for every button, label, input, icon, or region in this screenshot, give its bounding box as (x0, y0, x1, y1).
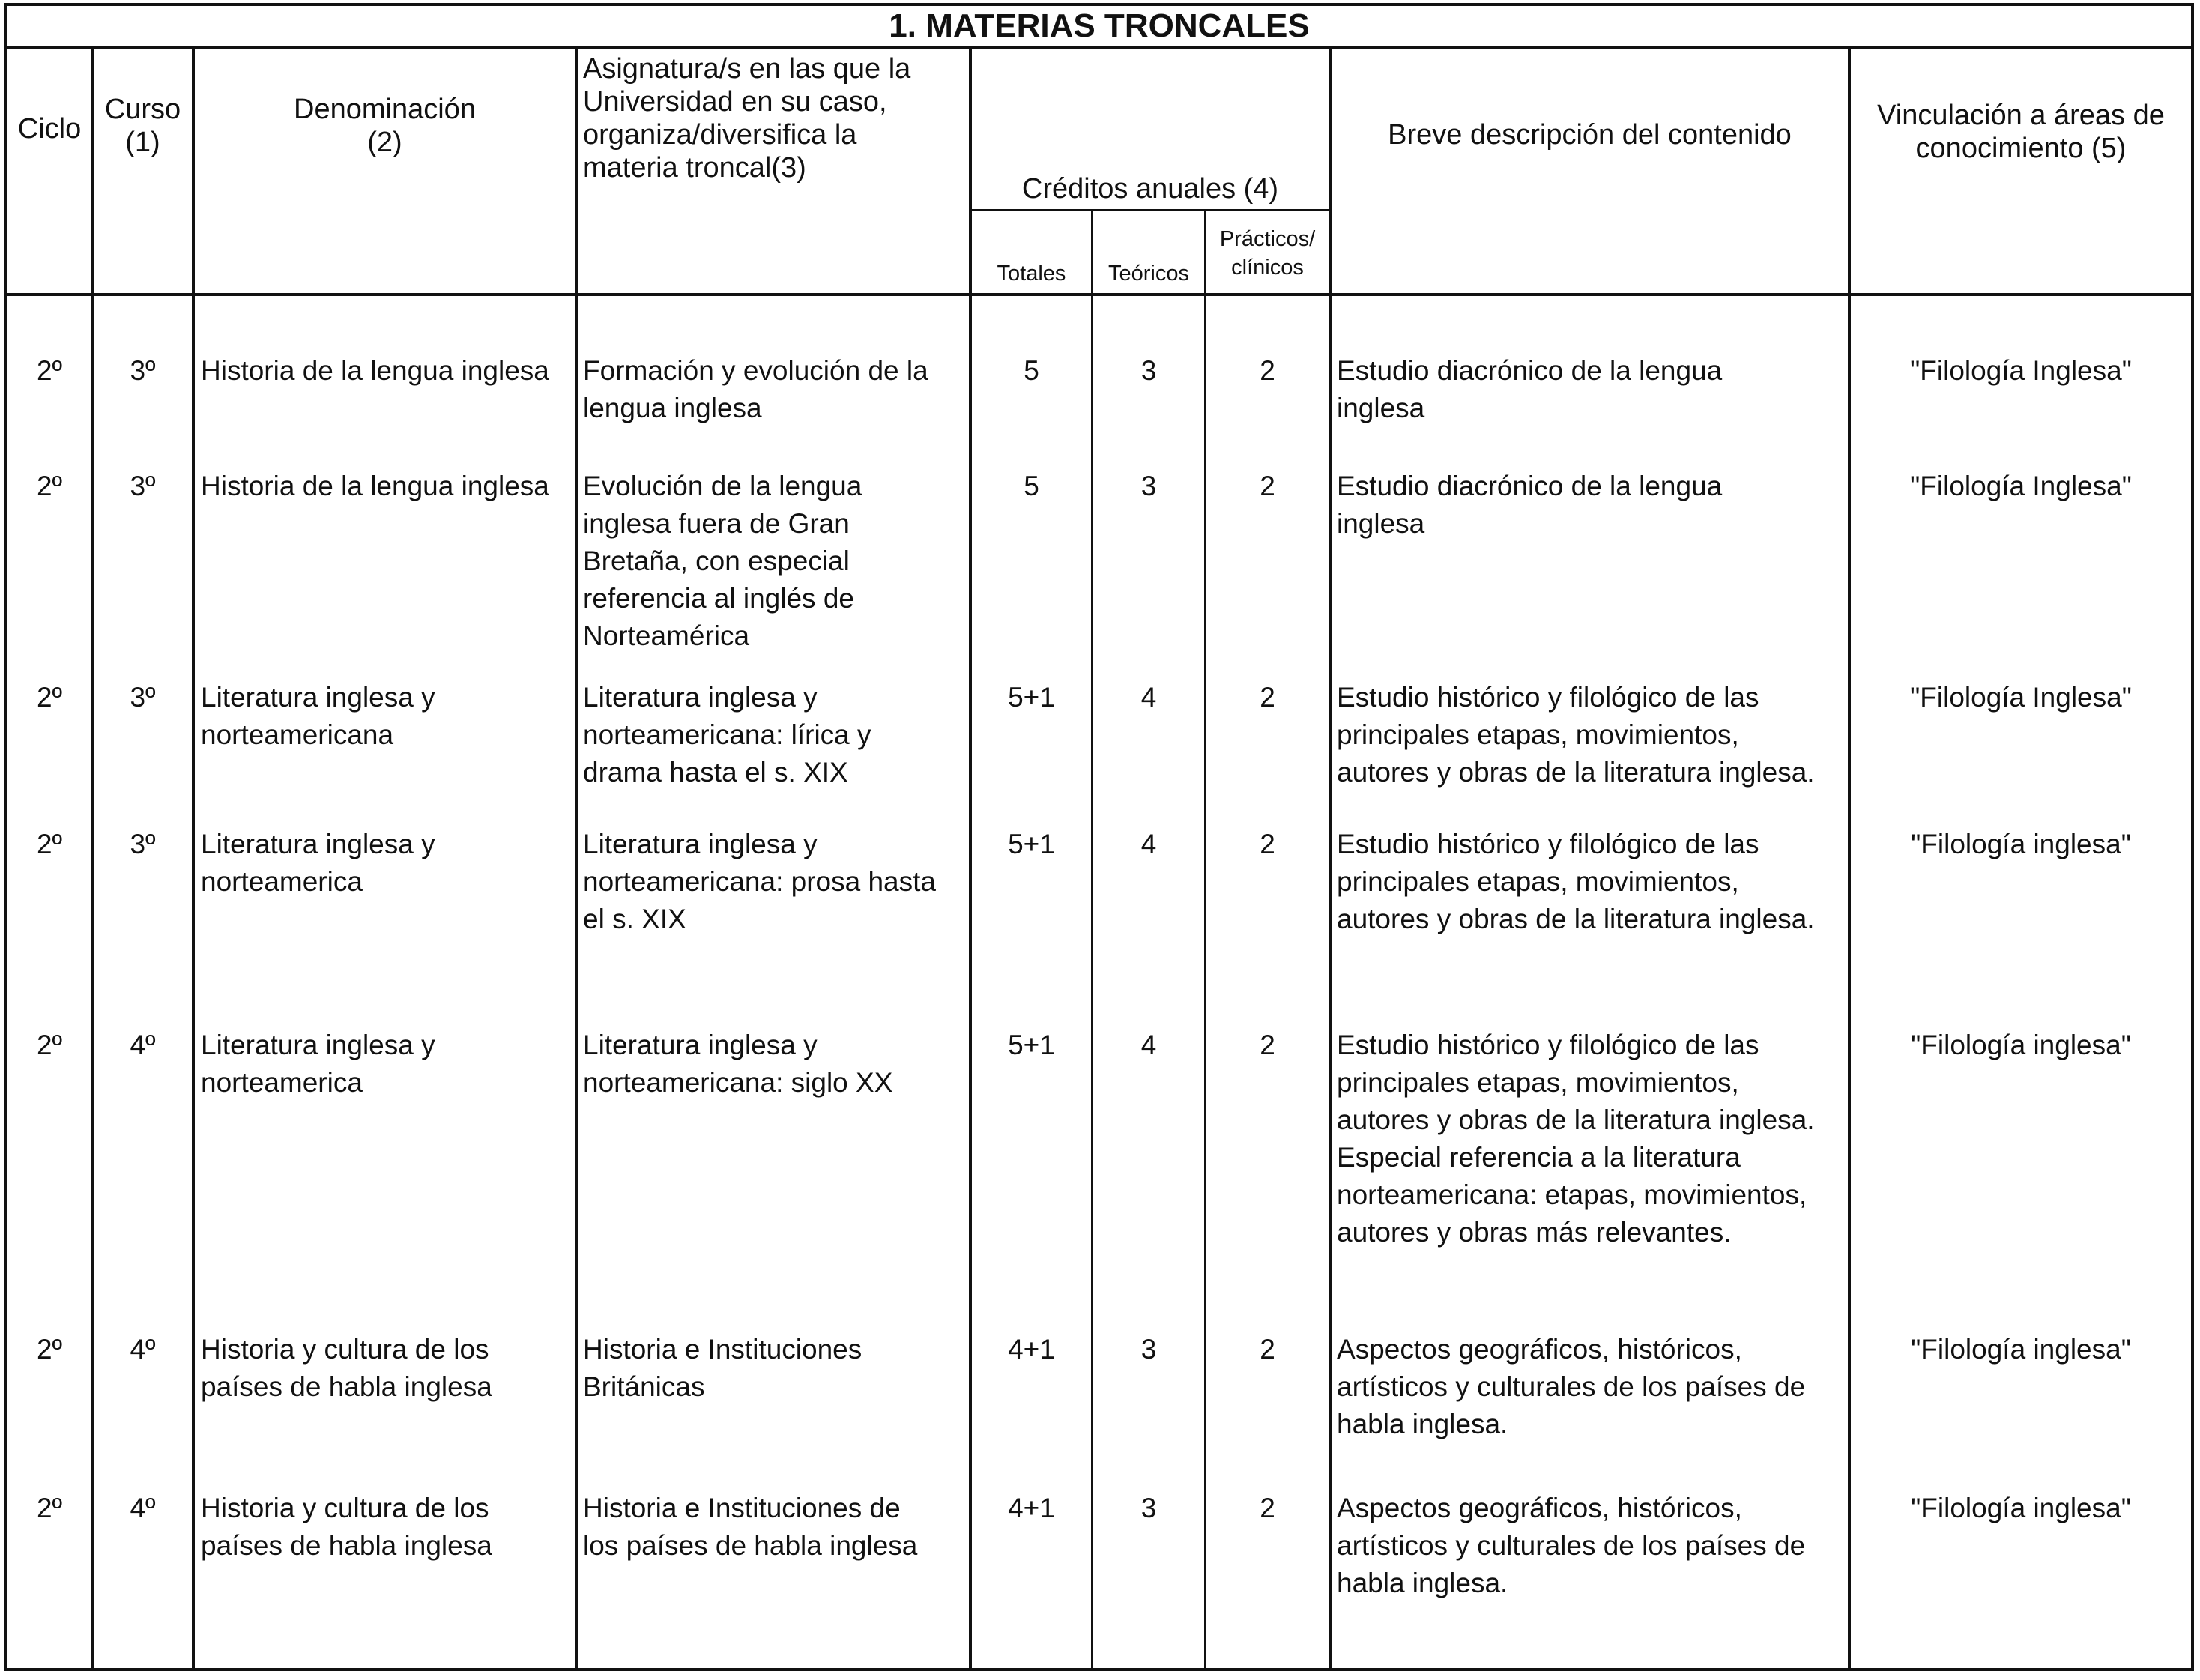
cell-denominacion (201, 826, 573, 901)
header-curso (94, 93, 192, 159)
cell-descripcion (1337, 1331, 1846, 1443)
header-curso-line-2: (1) (125, 127, 160, 158)
cell-totales: 4+1 (1008, 1334, 1055, 1365)
table-border-right (2191, 3, 2194, 1671)
cell-asignatura-line: Literatura inglesa y (583, 1030, 818, 1060)
cell-descripcion (1337, 679, 1846, 791)
cell-curso: 3º (130, 682, 156, 713)
cell-descripcion-line: Estudio diacrónico de la lengua (1337, 471, 1723, 501)
cell-descripcion-line: principales etapas, movimientos, (1337, 866, 1739, 897)
cell-asignatura (583, 352, 967, 427)
cell-asignatura (583, 1331, 967, 1406)
cell-asignatura-line: norteamericana: siglo XX (583, 1067, 893, 1098)
header-practicos-line-1: Prácticos/ (1219, 227, 1316, 251)
cell-curso: 3º (130, 829, 156, 859)
cell-denominacion-line: Literatura inglesa y (201, 829, 435, 859)
cell-vinculacion: "Filología inglesa" (1911, 1030, 2131, 1060)
cell-teoricos: 3 (1140, 1334, 1157, 1365)
col-line-curso (192, 46, 195, 1670)
cell-denominacion-line: norteamerica (201, 866, 363, 897)
cell-totales: 5 (1024, 471, 1039, 501)
col-line-denominacion (575, 46, 578, 1670)
cell-practicos: 2 (1260, 1334, 1275, 1365)
cell-denominacion-line: países de habla inglesa (201, 1371, 492, 1402)
cell-asignatura-line: norteamericana: lírica y (583, 719, 871, 750)
cell-teoricos: 4 (1140, 1030, 1157, 1060)
cell-denominacion-line: Historia de la lengua inglesa (201, 355, 549, 386)
cell-descripcion-line: Estudio diacrónico de la lengua (1337, 355, 1723, 386)
cell-teoricos: 4 (1140, 829, 1157, 859)
header-vinculacion (1851, 99, 2191, 165)
header-creditos: Créditos anuales (4) (1021, 173, 1279, 205)
cell-ciclo: 2º (36, 471, 63, 501)
subcol-line-totales (1091, 210, 1093, 1670)
cell-totales: 5+1 (1008, 682, 1055, 713)
cell-asignatura-line: lengua inglesa (583, 393, 762, 423)
cell-asignatura-line: Literatura inglesa y (583, 829, 818, 859)
cell-denominacion-line: Literatura inglesa y (201, 1030, 435, 1060)
cell-curso: 4º (130, 1030, 156, 1060)
cell-vinculacion: "Filología Inglesa" (1910, 471, 2132, 501)
cell-totales: 4+1 (1008, 1493, 1055, 1523)
cell-descripcion-line: habla inglesa. (1337, 1568, 1508, 1598)
cell-ciclo: 2º (36, 682, 63, 713)
cell-totales: 5+1 (1008, 829, 1055, 859)
cell-asignatura-line: drama hasta el s. XIX (583, 757, 848, 788)
cell-denominacion (201, 352, 573, 390)
cell-denominacion-line: países de habla inglesa (201, 1530, 492, 1561)
cell-vinculacion: "Filología inglesa" (1911, 1493, 2131, 1523)
cell-descripcion-line: norteamericana: etapas, movimientos, (1337, 1179, 1807, 1210)
cell-asignatura-line: el s. XIX (583, 904, 686, 934)
cell-descripcion-line: principales etapas, movimientos, (1337, 719, 1739, 750)
cell-ciclo: 2º (36, 1334, 63, 1365)
header-asignatura-line-1: Asignatura/s en las que la (583, 53, 911, 85)
cell-descripcion-line: autores y obras de la literatura inglesa. (1337, 1105, 1815, 1135)
cell-denominacion-line: Historia de la lengua inglesa (201, 471, 549, 501)
cell-ciclo: 2º (36, 1493, 63, 1523)
cell-denominacion-line: norteamerica (201, 1067, 363, 1098)
cell-ciclo: 2º (36, 829, 63, 859)
cell-asignatura-line: referencia al inglés de (583, 583, 854, 614)
cell-descripcion-line: autores y obras de la literatura inglesa. (1337, 904, 1815, 934)
cell-vinculacion: "Filología inglesa" (1911, 829, 2131, 859)
header-descripcion: Breve descripción del contenido (1388, 119, 1792, 151)
cell-descripcion-line: artísticos y culturales de los países de (1337, 1371, 1806, 1402)
cell-descripcion-line: Aspectos geográficos, históricos, (1337, 1334, 1742, 1365)
cell-descripcion-line: inglesa (1337, 508, 1425, 539)
cell-descripcion-line: inglesa (1337, 393, 1425, 423)
cell-practicos: 2 (1260, 471, 1275, 501)
cell-teoricos: 4 (1140, 682, 1157, 713)
cell-asignatura-line: Historia e Instituciones de (583, 1493, 901, 1523)
cell-descripcion (1337, 1490, 1846, 1602)
cell-descripcion-line: autores y obras más relevantes. (1337, 1217, 1732, 1248)
cell-denominacion-line: norteamericana (201, 719, 394, 750)
cell-curso: 3º (130, 355, 156, 386)
cell-descripcion-line: artísticos y culturales de los países de (1337, 1530, 1806, 1561)
cell-asignatura-line: Literatura inglesa y (583, 682, 818, 713)
cell-teoricos: 3 (1140, 1493, 1157, 1523)
cell-asignatura-line: Bretaña, con especial (583, 546, 850, 576)
cell-asignatura-line: norteamericana: prosa hasta (583, 866, 936, 897)
header-curso-line-1: Curso (104, 94, 181, 125)
creditos-subheader-divider (970, 209, 1330, 211)
cell-asignatura-line: los países de habla inglesa (583, 1530, 918, 1561)
header-denominacion-line-1: Denominación (294, 94, 476, 125)
cell-descripcion (1337, 352, 1846, 427)
cell-practicos: 2 (1260, 355, 1275, 386)
cell-practicos: 2 (1260, 682, 1275, 713)
cell-ciclo: 2º (36, 1030, 63, 1060)
table-border-bottom (4, 1668, 2194, 1671)
cell-teoricos: 3 (1140, 355, 1157, 386)
cell-teoricos: 3 (1140, 471, 1157, 501)
cell-descripcion-line: Estudio histórico y filológico de las (1337, 1030, 1759, 1060)
header-asignatura-line-3: organiza/diversifica la (583, 119, 857, 151)
cell-curso: 3º (130, 471, 156, 501)
cell-denominacion-line: Historia y cultura de los (201, 1493, 489, 1523)
col-line-creditos (1329, 46, 1332, 1670)
header-asignatura-line-2: Universidad en su caso, (583, 86, 887, 118)
cell-asignatura-line: Norteamérica (583, 620, 750, 651)
cell-vinculacion: "Filología inglesa" (1911, 1334, 2131, 1365)
header-asignatura (583, 52, 965, 184)
cell-denominacion (201, 468, 573, 505)
cell-totales: 5+1 (1008, 1030, 1055, 1060)
table-title: 1. MATERIAS TRONCALES (889, 7, 1310, 44)
header-teoricos: Teóricos (1108, 262, 1189, 285)
cell-totales: 5 (1024, 355, 1039, 386)
cell-descripcion (1337, 1027, 1846, 1251)
title-divider (4, 46, 2194, 49)
cell-descripcion-line: Estudio histórico y filológico de las (1337, 682, 1759, 713)
table-border-top (4, 3, 2194, 6)
cell-descripcion-line: Estudio histórico y filológico de las (1337, 829, 1759, 859)
cell-descripcion-line: habla inglesa. (1337, 1409, 1508, 1439)
header-totales: Totales (997, 262, 1066, 285)
header-denominacion-line-2: (2) (367, 127, 402, 158)
header-practicos-line-2: clínicos (1231, 256, 1304, 280)
cell-asignatura (583, 468, 967, 655)
cell-asignatura (583, 826, 967, 938)
cell-denominacion (201, 679, 573, 754)
cell-ciclo: 2º (36, 355, 63, 386)
cell-curso: 4º (130, 1334, 156, 1365)
header-denominacion (195, 93, 575, 159)
header-vinculacion-line-1: Vinculación a áreas de (1877, 100, 2165, 131)
cell-denominacion (201, 1331, 573, 1406)
cell-vinculacion: "Filología Inglesa" (1910, 682, 2132, 713)
header-vinculacion-line-2: conocimiento (5) (1915, 133, 2127, 164)
cell-practicos: 2 (1260, 1493, 1275, 1523)
cell-descripcion (1337, 826, 1846, 938)
cell-asignatura (583, 679, 967, 791)
cell-asignatura-line: Formación y evolución de la (583, 355, 928, 386)
cell-asignatura-line: Evolución de la lengua (583, 471, 862, 501)
cell-denominacion (201, 1490, 573, 1565)
cell-asignatura (583, 1490, 967, 1565)
cell-practicos: 2 (1260, 829, 1275, 859)
header-ciclo: Ciclo (17, 113, 82, 145)
cell-denominacion-line: Historia y cultura de los (201, 1334, 489, 1365)
cell-denominacion-line: Literatura inglesa y (201, 682, 435, 713)
cell-denominacion (201, 1027, 573, 1102)
cell-asignatura (583, 1027, 967, 1102)
cell-curso: 4º (130, 1493, 156, 1523)
cell-descripcion-line: Aspectos geográficos, históricos, (1337, 1493, 1742, 1523)
cell-asignatura-line: inglesa fuera de Gran (583, 508, 850, 539)
cell-practicos: 2 (1260, 1030, 1275, 1060)
cell-descripcion-line: principales etapas, movimientos, (1337, 1067, 1739, 1098)
cell-descripcion-line: Especial referencia a la literatura (1337, 1142, 1741, 1173)
cell-asignatura-line: Historia e Instituciones (583, 1334, 862, 1365)
cell-descripcion (1337, 468, 1846, 543)
header-asignatura-line-4: materia troncal(3) (583, 152, 806, 184)
cell-descripcion-line: autores y obras de la literatura inglesa. (1337, 757, 1815, 788)
cell-vinculacion: "Filología Inglesa" (1910, 355, 2132, 386)
subcol-line-teoricos (1204, 210, 1206, 1670)
header-divider (4, 293, 2194, 296)
header-practicos (1206, 225, 1329, 282)
cell-asignatura-line: Británicas (583, 1371, 705, 1402)
